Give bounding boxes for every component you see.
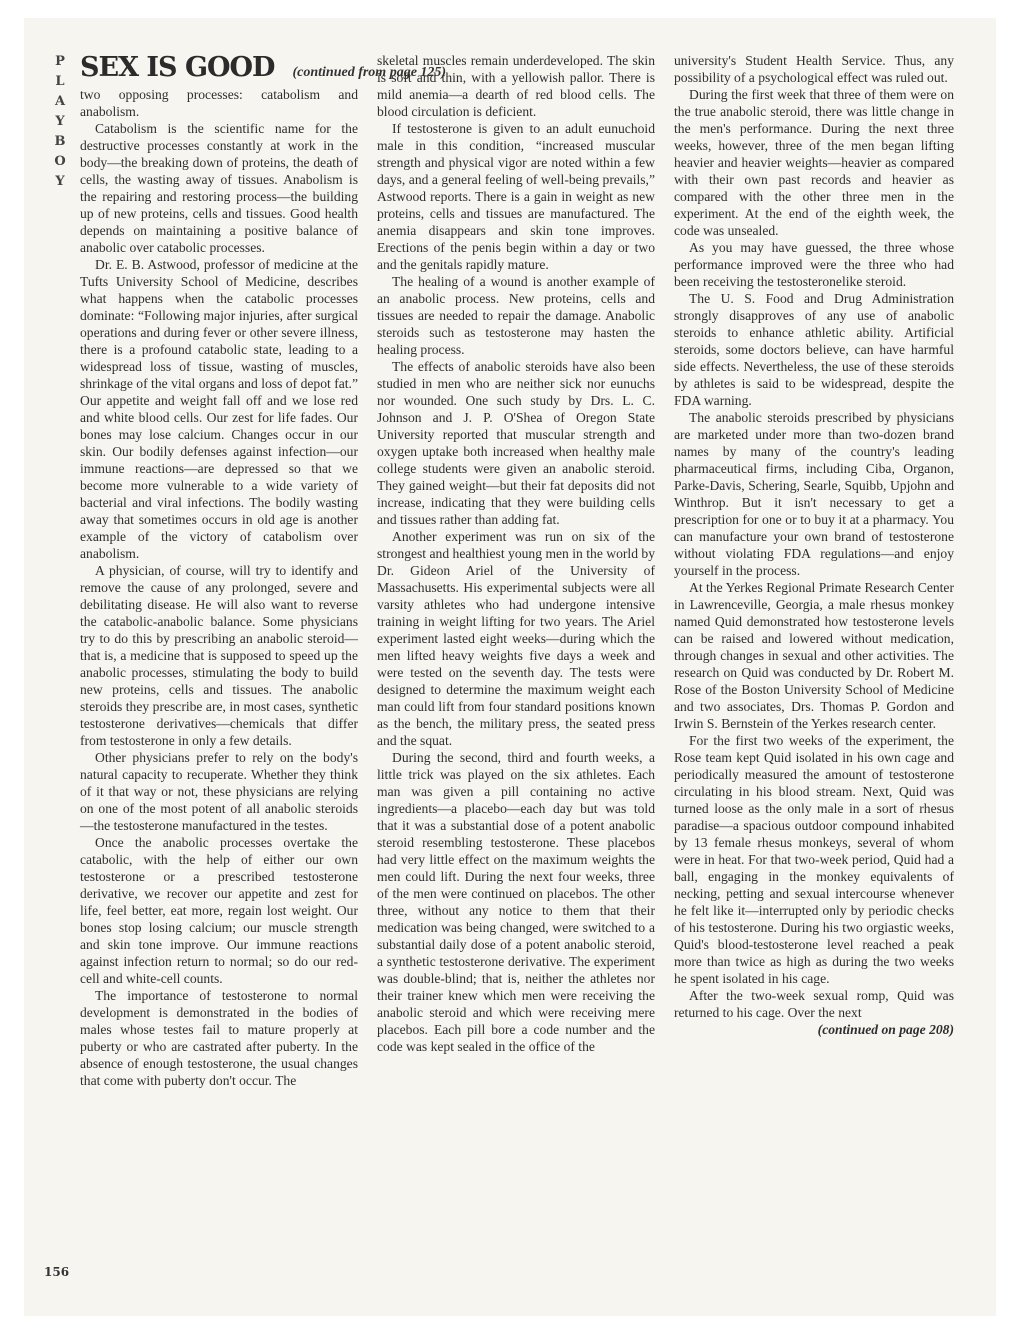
paragraph: The healing of a wound is another example of an anabolic process. New proteins, cells and tissues are needed to repair the damage. Anabolic steroids such as testosterone may hasten the healing process. xyxy=(377,274,655,357)
continued-from-note: (continued from page 125) xyxy=(292,65,447,80)
paragraph: The anabolic steroids prescribed by physicians are marketed under more than two-dozen brand names by many of the country's leading pharmaceutical firms, including Ciba, Organon, Parke-Davis, Schering, Searle, Squibb, Upjohn and Winthrop. But it isn't necessary to get a prescription for one or to buy it at a pharmacy. You can manufacture your own brand of testosterone without violating FDA regulations—and enjoy yourself in the process. xyxy=(674,410,954,578)
paragraph: Once the anabolic processes overtake the catabolic, with the help of either our own testosterone or a prescribed testosterone derivative, we recover our appetite and zest for life, feel better, eat more, regain lost weight. Our bones stop losing calcium; our muscle strength and skin tone improve. Our immune reactions against infection return to normal; so do our red-cell and white-cell counts. xyxy=(80,835,358,986)
paragraph: As you may have guessed, the three whose performance improved were the three who had been receiving the testosteronelike steroid. xyxy=(674,240,954,289)
paragraph: university's Student Health Service. Thus, any possibility of a psychological effect was ruled out. xyxy=(674,53,954,85)
paragraph: At the Yerkes Regional Primate Research Center in Lawrenceville, Georgia, a male rhesus monkey named Quid demonstrated how testosterone levels can be raised and lowered without medication, through changes in sexual and other activities. The research on Quid was conducted by Dr. Robert M. Rose of the Boston University School of Medicine and two associates, Drs. Thomas P. Gordon and Irwin S. Bernstein of the Yerkes research center. xyxy=(674,580,954,731)
paragraph: The U. S. Food and Drug Administration strongly disapproves of any use of anabolic steroids to enhance athletic ability. Artificial steroids, some doctors believe, can have harmful side effects. Nevertheless, the use of these steroids by athletes is said to be widespread, despite the FDA warning. xyxy=(674,291,954,408)
paragraph: skeletal muscles remain underdeveloped. The skin is soft and thin, with a yellowish pallor. There is mild anemia—a dearth of red blood cells. The blood circulation is deficient. xyxy=(377,53,655,119)
paragraph: Dr. E. B. Astwood, professor of medicine at the Tufts University School of Medicine, describes what happens when the catabolic processes dominate: “Following major injuries, after surgical operations and during fever or other severe illness, there is a profound catabolic state, leading to a widespread loss of tissue, wasting of muscles, shrinkage of the vital organs and loss of depot fat.” Our appetite and weight fall off and we lose red and white blood cells. Our zest for life fades. Our bones may lose calcium. Changes occur in our skin. Our bodily defenses against infection—our immune reactions—are depressed so that we become more vulnerable to a wide variety of bacterial and viral infections. The bodily wasting away that sometimes occurs in old age is another example of the victory of catabolism over anabolism. xyxy=(80,257,358,561)
paragraph: During the first week that three of them were on the true anabolic steroid, there was little change in the men's performance. During the next three weeks, however, three of the men began lifting heavier and heavier weights—heavier as compared with their own past records and heavier as compared with the other three men in the experiment. At the end of the eighth week, the code was unsealed. xyxy=(674,87,954,238)
paragraph: two opposing processes: catabolism and anabolism. xyxy=(80,87,358,119)
page-number: 156 xyxy=(44,1265,70,1279)
magazine-letter: L xyxy=(55,74,65,89)
magazine-letter: Y xyxy=(55,114,65,129)
paragraph: Another experiment was run on six of the strongest and healthiest young men in the world by Dr. Gideon Ariel of the University of Massachusetts. His experimental subjects were all varsity athletes who had undergone intensive training in weight lifting for two years. The Ariel experiment lasted eight weeks—during which the men lifted heavy weights five days a week and were tested on the seventh day. The tests were designed to determine the maximum weight each man could lift from four standard positions known as the bench, the military press, the seated press and the squat. xyxy=(377,529,655,748)
magazine-name-vertical xyxy=(46,52,74,192)
text-column-1 xyxy=(80,86,358,1089)
paragraph: For the first two weeks of the experiment, the Rose team kept Quid isolated in his own cage and periodically measured the amount of testosterone circulating in his blood stream. Next, Quid was turned loose as the only male in a sort of rhesus paradise—a spacious outdoor compound inhabited by 13 female rhesus monkeys, several of whom were in heat. For that two-week period, Quid had a ball, engaging in the monkey equivalents of necking, petting and sexual intercourse whenever he felt like it—interrupted only by periodic checks of his testosterone. During his two orgiastic weeks, Quid's blood-testosterone level reached a peak more than twice as high as during the two weeks he spent isolated in his cage. xyxy=(674,733,954,986)
magazine-letter: Y xyxy=(55,174,65,189)
magazine-letter: B xyxy=(54,134,66,149)
magazine-letter: P xyxy=(55,54,65,69)
magazine-letter: A xyxy=(54,94,66,109)
paragraph: During the second, third and fourth weeks, a little trick was played on the six athletes. Each man was given a pill containing no active ingredients—a placebo—each day but was told that it was a substantial dose of a potent anabolic steroid resembling testosterone. These placebos had very little effect on the maximum weights the men could lift. During the next four weeks, three of the men were continued on placebos. The other three, without any notice to them that their medication was being changed, were switched to a substantial daily dose of a potent anabolic steroid, a synthetic testosterone derivative. The experiment was double-blind; that is, neither the athletes nor their trainer knew which men were receiving the anabolic steroid and which were receiving mere placebos. Each pill bore a code number and the code was kept sealed in the office of the xyxy=(377,750,655,1054)
text-column-3 xyxy=(674,52,954,1038)
paragraph: Other physicians prefer to rely on the body's natural capacity to recuperate. Whether they think of it that way or not, these physicians are relying on one of the most potent of all anabolic steroids—the testosterone manufactured in the testes. xyxy=(80,750,358,833)
paragraph: After the two-week sexual romp, Quid was returned to his cage. Over the next xyxy=(674,988,954,1020)
text-column-2 xyxy=(377,52,655,1055)
paragraph: A physician, of course, will try to identify and remove the cause of any prolonged, severe and debilitating disease. He will also want to reverse the catabolic-anabolic balance. Some physicians try to do this by prescribing an anabolic steroid—that is, a medicine that is supposed to speed up the anabolic processes, stimulating the body to build new proteins, cells and tissues. The anabolic steroids they prescribe are, in most cases, synthetic testosterone derivatives—chemicals that differ from testosterone in only a few details. xyxy=(80,563,358,748)
continued-on-note: (continued on page 208) xyxy=(817,1022,954,1037)
paragraph: The effects of anabolic steroids have also been studied in men who are neither sick nor eunuchs nor wounded. One such study by Drs. L. C. Johnson and J. P. O'Shea of Oregon State University reported that muscular strength and oxygen uptake both increased when healthy male college students were given an anabolic steroid. They gained weight—but their fat deposits did not increase, indicating that they were building cells and tissues rather than adding fat. xyxy=(377,359,655,527)
paragraph: If testosterone is given to an adult eunuchoid male in this condition, “increased muscular strength and physical vigor are noted within a few days, and a general feeling of well-being prevails,” Astwood reports. There is a gain in weight as new proteins, cells and tissues are manufactured. The anemia disappears and skin tone improves. Erections of the penis begin within a day or two and the genitals rapidly mature. xyxy=(377,121,655,272)
article-title: SEX IS GOOD xyxy=(80,52,275,83)
magazine-letter: O xyxy=(54,154,66,169)
paragraph: Catabolism is the scientific name for the destructive processes constantly at work in the body—the breaking down of proteins, the death of cells, the wasting away of tissues. Anabolism is the repairing and restoring process—the building up of new proteins, cells and tissues. Good health depends on maintaining a positive balance of anabolic over catabolic processes. xyxy=(80,121,358,255)
paragraph: The importance of testosterone to normal development is demonstrated in the bodies of males whose testes fail to mature properly at puberty or who are castrated after puberty. In the absence of enough testosterone, the usual changes that come with puberty don't occur. The xyxy=(80,988,358,1088)
